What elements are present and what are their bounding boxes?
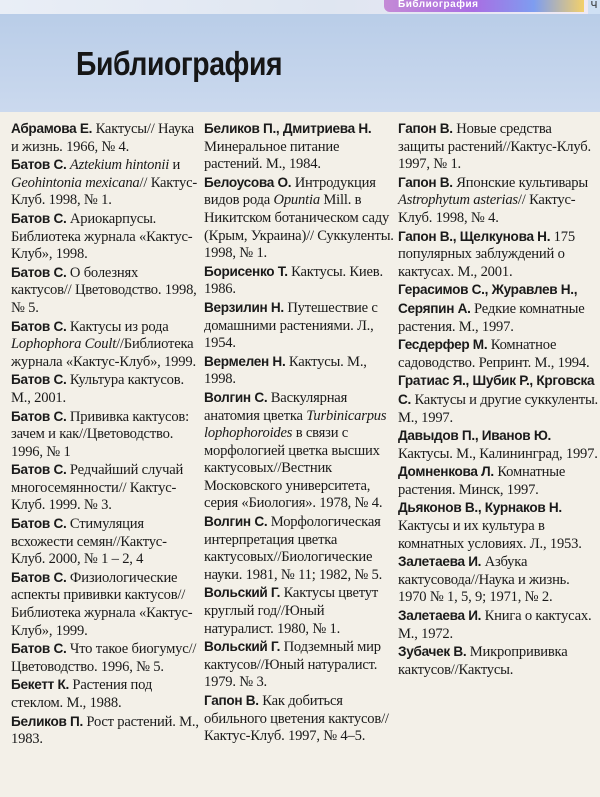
bibliography-entry	[11, 640, 199, 676]
bibliography-entry	[204, 584, 394, 638]
bibliography-entry	[204, 120, 394, 174]
bibliography-entry	[398, 174, 598, 228]
bibliography-entry	[11, 120, 199, 156]
entry-author: Зубачек В.	[398, 644, 467, 660]
entry-author: Батов С.	[11, 641, 67, 657]
entry-species-name: Aztekium hintonii	[69, 157, 170, 174]
bibliography-entry	[204, 389, 394, 513]
entry-text: Кактусы и другие суккуленты. М., 1997.	[398, 391, 598, 426]
entry-text: //Библиотека журнала «Кактус-Клуб», 1999.	[11, 336, 196, 370]
entry-author: Вермелен Н.	[204, 353, 286, 369]
entry-author: Батов С.	[11, 157, 67, 173]
bibliography-entry	[398, 427, 598, 463]
bibliography-entry	[11, 713, 199, 749]
bibliography-entry	[204, 638, 394, 692]
entry-author: Белоусова О.	[204, 174, 292, 190]
entry-text: Физиологические аспекты прививки кактусов//Библиотека журнала «Кактус-Клуб», 1999.	[11, 569, 193, 639]
bibliography-entry	[11, 371, 199, 407]
entry-text: Микропрививка кактусов//Кактусы.	[398, 644, 568, 678]
bibliography-entry	[204, 263, 394, 299]
entry-author: Батов С.	[11, 264, 67, 280]
bibliography-entry	[204, 513, 394, 584]
entry-text: // Кактус-Клуб. 1998, № 1.	[11, 174, 198, 209]
bibliography-entry	[11, 569, 199, 640]
entry-text: Культура кактусов. М., 2001.	[11, 372, 184, 406]
entry-text: 175 популярных заблуждений о кактусах. М., 2001.	[398, 228, 575, 280]
entry-text: Кактусы// Наука и жизнь. 1966, № 4.	[11, 121, 194, 155]
bibliography-entry	[11, 515, 199, 569]
bibliography-entry	[11, 676, 199, 712]
entry-author: Залетаева И.	[398, 608, 482, 624]
entry-author: Герасимов С., Журавлев Н., Серяпин А.	[398, 282, 578, 316]
bibliography-entry	[398, 228, 598, 282]
bibliography-entry	[398, 336, 598, 372]
entry-text: // Кактус-Клуб. 1998, № 4.	[398, 192, 576, 226]
entry-author: Беликов П.	[11, 713, 83, 729]
section-tab-edge: Ч	[588, 0, 600, 14]
entry-text: Кактусы. М., Калининград, 1997.	[398, 445, 598, 462]
entry-text: Путешествие с домашними растениями. Л., 1954.	[204, 299, 378, 352]
bibliography-columns	[0, 120, 600, 797]
entry-text: Растения под стеклом. М., 1988.	[11, 677, 153, 711]
entry-species-name: Geohintonia mexicana	[11, 174, 140, 191]
bibliography-entry	[398, 120, 598, 174]
bibliography-column-2	[204, 120, 394, 746]
bibliography-entry	[398, 463, 598, 499]
entry-author: Дьяконов В., Курнаков Н.	[398, 500, 562, 516]
entry-text: Новые средства защиты растений//Кактус-Клуб. 1997, № 1.	[398, 121, 591, 173]
bibliography-entry	[204, 174, 394, 263]
entry-author: Батов С.	[11, 318, 67, 334]
entry-text: Рост растений. М., 1983.	[11, 713, 199, 748]
bibliography-entry	[398, 372, 598, 427]
bibliography-entry	[204, 299, 394, 353]
entry-author: Волгин С.	[204, 514, 268, 530]
entry-text: Редкие комнатные растения. М., 1997.	[398, 300, 585, 335]
bibliography-entry	[398, 553, 598, 607]
entry-text: Что такое биогумус//Цветоводство. 1996, № 5.	[11, 641, 197, 675]
entry-author: Гапон В.	[204, 693, 259, 708]
entry-text: Редчайший случай многосемянности// Кактус-Клуб. 1999. № 3.	[11, 462, 184, 514]
entry-text: Интродукция видов рода	[204, 174, 376, 209]
entry-author: Батов С.	[11, 372, 67, 388]
entry-text: и	[169, 157, 181, 174]
bibliography-entry	[11, 210, 199, 264]
bibliography-column-1	[11, 120, 199, 749]
bibliography-entry	[398, 643, 598, 679]
entry-author: Бекетт К.	[11, 677, 69, 693]
entry-text: Кактусы из рода	[66, 318, 169, 335]
bibliography-entry	[11, 156, 199, 210]
bibliography-entry	[204, 353, 394, 389]
entry-species-name: Lophophora Coult	[11, 336, 117, 353]
entry-text: О болезнях кактусов// Цветоводство. 1998, № 5.	[11, 264, 197, 316]
entry-author: Давыдов П., Иванов Ю.	[398, 428, 552, 444]
entry-text: Васкулярная анатомия цветка	[204, 389, 348, 424]
entry-author: Вольский Г.	[204, 639, 281, 655]
entry-author: Гапон В.	[398, 174, 453, 190]
entry-author: Гратиас Я., Шубик Р., Крговска С.	[398, 373, 595, 407]
entry-text: Ариокарпусы. Библиотека журнала «Кактус-Клуб», 1998.	[11, 210, 193, 263]
bibliography-entry	[11, 264, 199, 318]
entry-author: Домненкова Л.	[398, 464, 494, 480]
entry-text: Mill. в Никитском ботаническом саду (Крым, Украина)// Суккуленты. 1998, № 1.	[204, 192, 394, 262]
bibliography-entry	[11, 318, 199, 372]
entry-species-name: Astrophytum asterias	[398, 192, 518, 209]
entry-species-name: Opuntia	[273, 192, 320, 209]
entry-author: Залетаева И.	[398, 554, 482, 570]
entry-text: Азбука кактусовода//Наука и жизнь. 1970 № 1, 5, 9; 1971, № 2.	[398, 554, 570, 606]
entry-author: Беликов П., Дмитриева Н.	[204, 121, 372, 136]
bibliography-entry	[11, 461, 199, 515]
entry-author: Батов С.	[11, 408, 67, 424]
entry-species-name: Turbinicarpus lophophoroides	[204, 407, 387, 442]
entry-text: Минеральное питание растений. М., 1984.	[204, 138, 340, 173]
entry-text: Японские культивары	[452, 174, 588, 191]
entry-author: Гесдерфер М.	[398, 337, 488, 353]
entry-text: в связи с морфологией цветка высших кактусовых//Вестник Московского университета, серия «Биология». 1978, № 4.	[204, 425, 383, 512]
bibliography-entry	[204, 692, 394, 746]
entry-text: Комнатные растения. Минск, 1997.	[398, 464, 566, 498]
entry-author: Батов С.	[11, 462, 67, 478]
entry-author: Батов С.	[11, 516, 67, 532]
entry-author: Гапон В.	[398, 121, 453, 136]
entry-author: Гапон В., Щелкунова Н.	[398, 228, 551, 244]
entry-text: Кактусы и их культура в комнатных условиях. Л., 1953.	[398, 518, 582, 552]
bibliography-entry	[398, 607, 598, 643]
bibliography-entry	[398, 281, 598, 336]
entry-author: Абрамова Е.	[11, 121, 93, 136]
page-title: Библиография	[76, 45, 283, 82]
bibliography-entry	[398, 499, 598, 553]
entry-text: Морфологическая интерпретация цветка кактусовых//Биологические науки. 1981, № 11; 1982, № 5.	[204, 514, 383, 583]
bibliography-entry	[11, 408, 199, 462]
entry-text: Книга о кактусах. М., 1972.	[398, 608, 592, 642]
entry-author: Батов С.	[11, 210, 67, 226]
entry-author: Борисенко Т.	[204, 263, 288, 279]
bibliography-column-3	[398, 120, 598, 679]
entry-text: Кактусы цветут круглый год//Юный натуралист. 1980, № 1.	[204, 585, 379, 637]
entry-text: Подземный мир кактусов//Юный натуралист. 1979. № 3.	[204, 639, 381, 691]
entry-text: Кактусы. Киев. 1986.	[204, 263, 383, 298]
entry-author: Волгин С.	[204, 389, 268, 405]
entry-text: Прививка кактусов: зачем и как//Цветоводство. 1996, № 1	[11, 408, 189, 460]
entry-text: Стимуляция всхожести семян//Кактус-Клуб. 2000, № 1 – 2, 4	[11, 516, 167, 568]
entry-author: Верзилин Н.	[204, 299, 284, 315]
entry-text: Как добиться обильного цветения кактусов// Кактус-Клуб. 1997, № 4–5.	[204, 693, 389, 745]
entry-text: Кактусы. М., 1998.	[204, 353, 367, 388]
entry-author: Вольский Г.	[204, 585, 281, 601]
section-tab: Библиография	[384, 0, 584, 12]
entry-text: Комнатное садоводство. Репринт. М., 1994.	[398, 337, 590, 371]
entry-author: Батов С.	[11, 569, 67, 585]
